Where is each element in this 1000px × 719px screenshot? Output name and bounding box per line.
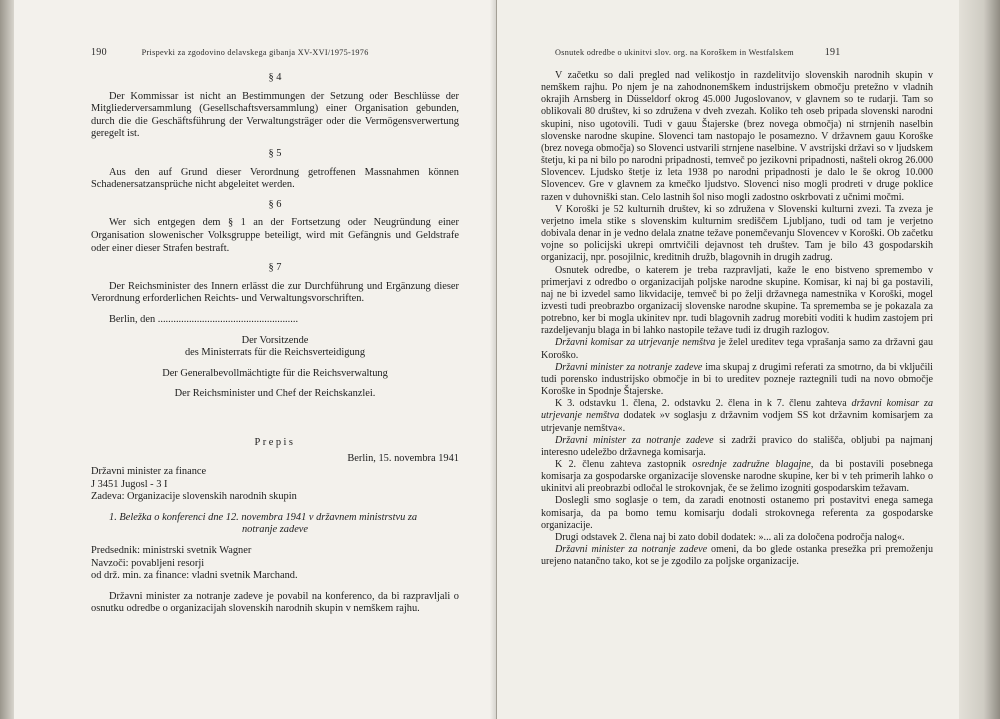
section-6-text: Wer sich entgegen dem § 1 an der Fortsetzung oder Neugründung einer Organisation slowenischer Volksgruppe beteiligt, wird mit Gefängnis und Geldstrafe oder einer dieser Strafen bestraft. <box>91 217 459 254</box>
p11-emphasis: Državni minister za notranje zadeve <box>555 544 708 556</box>
prepis-heading: Prepis <box>254 436 296 448</box>
section-6-title: § 6 <box>268 198 282 210</box>
p6-start: K 3. odstavku 1. člena, 2. odstavku 2. člena in k 7. členu zahteva <box>555 398 852 410</box>
right-body <box>541 70 933 568</box>
right-page-number: 191 <box>824 47 841 58</box>
signature-plenipotentiary: Der Generalbevollmächtigte für die Reichsverwaltung <box>162 367 388 379</box>
section-4-title: § 4 <box>268 72 282 83</box>
right-paragraph-11 <box>541 544 933 568</box>
left-page-edge <box>0 0 14 719</box>
present-line-2: od drž. min. za finance: vladni svetnik Marchand. <box>91 570 298 582</box>
section-4-text: Der Kommissar ist nicht an Bestimmungen der Setzung oder Beschlüsse der Mitgliederversammlung (Gesellschaftsversammlung) einer Organisation gebunden, durch die die Geschäftsführung der Verwaltungsträger oder die Vermögensverwertung geregelt ist. <box>91 90 459 140</box>
section-7-title: § 7 <box>268 262 282 274</box>
closing-paragraph: Državni minister za notranje zadeve je povabil na konferenco, da bi razpravljali o osnutku odredbe o organizacijah slovenskih narodnih skupin v nemškem rajhu. <box>91 590 459 615</box>
right-paragraph-4 <box>541 337 933 361</box>
addressee-line-1: Državni minister za finance <box>91 466 207 478</box>
right-paragraph-8 <box>541 459 933 495</box>
note-1-title-cont: notranje zadeve <box>241 524 309 536</box>
right-paragraph-6 <box>541 398 933 434</box>
p6-emphasis: državni komisar za utrjevanje nemštva <box>541 398 933 422</box>
p8-start: K 2. členu zahteva zastopnik <box>555 459 693 470</box>
right-running-head <box>555 47 841 58</box>
right-paragraph-3: Osnutek odredbe, o katerem je treba razpravljati, kaže le eno bistveno spremembo v primerjavi z odredbo o organizacijah poljske narodne skupine. Komisar, ki naj bi ga postavili, naj ne bi izvedel samo likvidacije, temveč bi po želji državnega namestnika v Koroški, mogel izvesti tudi preobrazbo organizacij slovenske narodne skupine. Ta sprememba se je pokazala za potrebno, ker bi mogla ukinitev npr. tudi blagovnih zadrug morebiti voditi k hudim zastojem pri razdeljevanju blaga in bi lahko nastopile težave tudi iz drugih razlogov. <box>541 264 933 337</box>
section-7-text: Der Reichsminister des Innern erlässt die zur Durchführung und Ergänzung dieser Verordnung erforderlichen Reichts- und Verwaltungsvorschriften. <box>91 280 459 305</box>
left-page-number: 190 <box>91 47 107 58</box>
signature-reichsminister: Der Reichsminister und Chef der Reichskanzlei. <box>174 388 376 400</box>
dateline: Berlin, 15. novembra 1941 <box>347 453 459 465</box>
left-page <box>14 0 497 719</box>
p5-emphasis: Državni minister za notranje zadeve <box>555 361 703 373</box>
right-paragraph-7 <box>541 435 933 459</box>
p4-emphasis: Državni komisar za utrjevanje nemštva <box>555 337 716 349</box>
right-header-title: Osnutek odredbe o ukinitvi slov. org. na Koroškem in Westfalskem <box>555 48 794 57</box>
note-1-title: 1. Beležka o konferenci dne 12. novembra 1941 v državnem ministrstvu za <box>109 511 418 523</box>
p5-rest: ima skupaj z drugimi referati za smotrno, da bi vključili tudi porensko industrijsko območje in bi to ureditev pozneje raztegnili tudi na novo območje Koroške in Spodnje Štajerske. <box>541 361 933 398</box>
place-date-line: Berlin, den ...................................................... <box>109 313 299 325</box>
chairman-line: Predsednik: ministrski svetnik Wagner <box>91 545 252 557</box>
p8-rest: , da bi postavili posebnega komisarja za gospodarske organizacije slovenske narodne skupine, ker bi v teh primerih lahko o ukinitvi ali preobrazbi odločal le strokovnjak, če se želimo izogniti gospodarskim težavam. <box>541 459 933 495</box>
p4-rest: je želel ureditev tega vprašanja samo za državni gau Koroško. <box>541 337 933 361</box>
right-paragraph-1: V začetku so dali pregled nad velikostjo in razdelitvijo slovenskih narodnih skupin v nemškem rajhu. Po njem je na zahodnonemškem industrijskem območju pretežno v vladnih okrajih Arnsberg in Düsseldorf okrog 45.000 Jugoslovanov, v glavnem so te rudarji. Tam so oblikovali 80 društev, ki so združena v dveh zvezah. Koliko teh oseb pripada slovenski narodni skupini, niso ugotovili. Tudi v gauu Štajerske (brez novega območja) ni strnjenih naselbin slovenske narodne skupine. Slovenci tam nastopajo le posamezno. V državnem gauu Koroške (brez novega območja) so Slovenci ustvarili strnjene naselbine. V avstrijski državi so v ljudskem štetju, ki pa ni bilo po narodni pripadnosti, temveč po jezikovni pripadnosti, našteli okrog 26.000 Slovencev. Ljudsko štetje iz leta 1938 po narodni pripadnosti je dalo le še okrog 10.000 Slovencev. Gre v glavnem za kmečko ljudstvo. Slovenci niso mogli prodreti v druge poklice razen v duhovniški stan. Celo lastnih šol niso mogli zadostno oskrbovati z učnimi močmi. <box>541 70 933 203</box>
left-running-head <box>91 47 369 58</box>
left-header-title: Prispevki za zgodovino delavskega gibanja XV-XVI/1975-1976 <box>141 48 369 57</box>
right-paragraph-10: Drugi odstavek 2. člena naj bi zato dobil dodatek: »... ali za določena področja nalog«. <box>555 531 905 543</box>
right-page <box>497 0 959 719</box>
signature-ministerrat: des Ministerrats für die Reichsverteidigung <box>184 347 366 359</box>
right-paragraph-2: V Koroški je 52 kulturnih društev, ki so združena v Slovenski kulturni zvezi. Ta zveza je verjetno imela stike s slovenskim kulturnim središčem Ljubljano, tudi od tam je verjetno dobivala denar in je vedno delala znatne težave ponemčevanju Slovencev v Koroški. Ob začetku vojne so policijski ukrepi omrtvičili dejavnost teh društev. Tam je bilo 43 gospodarskih organizacij, npr. posojilnic, kreditnih družb, blagovnih in drugih zadrug. <box>541 203 933 264</box>
right-page-edge <box>959 0 1000 719</box>
p11-rest: omeni, da bo glede ostanka presežka pri premoženju urejeno natančno tako, kot se je zgodilo za poljske organizacije. <box>541 544 933 568</box>
p6-rest: dodatek »v soglasju z državnim vodjem SS kot državnim komisarjem za utrjevanje nemštva«. <box>541 410 933 434</box>
section-5-title: § 5 <box>268 147 282 159</box>
p7-emphasis: Državni minister za notranje zadeve <box>555 434 714 446</box>
addressee-line-2: J 3451 Jugosl - 3 I <box>91 478 168 490</box>
section-5-text: Aus den auf Grund dieser Verordnung getroffenen Massnahmen können Schadenersatzansprüche nicht abgeleitet werden. <box>91 166 459 191</box>
p7-rest: si zadrži pravico do stališča, obljubi pa najmanj interesno udeležbo državnega komisarja. <box>541 434 933 458</box>
right-paragraph-9: Doslegli smo soglasje o tem, da zaradi enotnosti ostanemo pri postavitvi enega samega komisarja, da pa bomo temu komisarju dodali strokovnega referenta za gospodarske organizacije. <box>541 495 933 531</box>
right-paragraph-5 <box>541 362 933 398</box>
subject-line: Zadeva: Organizacije slovenskih narodnih skupin <box>91 491 297 503</box>
present-line: Navzoči: povabljeni resorji <box>91 557 205 569</box>
left-body <box>91 65 459 616</box>
p8-emphasis: osrednje zadružne blagajne <box>692 459 811 470</box>
signature-chairman: Der Vorsitzende <box>241 334 309 346</box>
